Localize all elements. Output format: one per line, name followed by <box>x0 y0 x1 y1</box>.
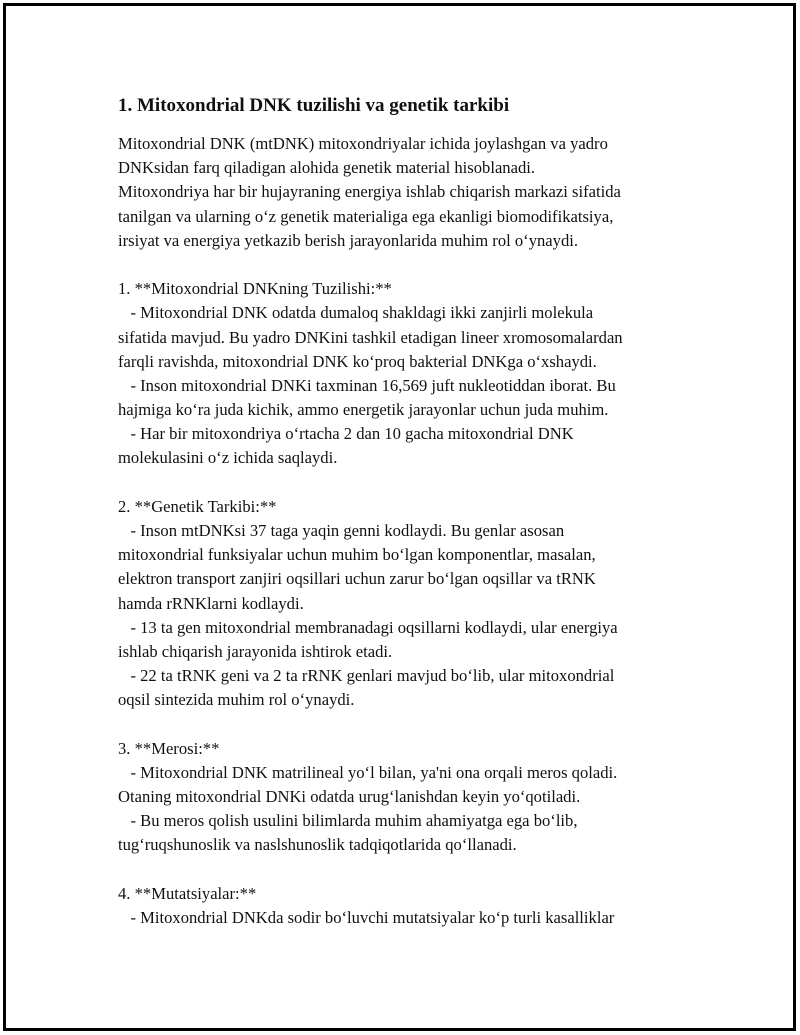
text-line: molekulasini o‘z ichida saqlaydi. <box>118 448 338 468</box>
text-line: - Mitoxondrial DNK matrilineal yo‘l bilan, ya'ni ona orqali meros qoladi. <box>118 762 618 782</box>
blank-line <box>118 253 698 277</box>
blank-line <box>118 858 698 882</box>
text-line: sifatida mavjud. Bu yadro DNKini tashkil etadigan lineer xromosomalardan <box>118 327 623 347</box>
text-line: irsiyat va energiya yetkazib berish jarayonlarida muhim rol o‘ynaydi. <box>118 230 579 250</box>
text-lines <box>118 132 698 930</box>
blank-line <box>118 471 698 495</box>
text-line: - Inson mitoxondrial DNKi taxminan 16,569 juft nukleotiddan iborat. Bu <box>118 375 616 395</box>
text-line: - Har bir mitoxondriya o‘rtacha 2 dan 10 gacha mitoxondrial DNK <box>118 424 574 444</box>
text-line: tug‘ruqshunoslik va naslshunoslik tadqiqotlarida qo‘llanadi. <box>118 835 517 855</box>
text-line: 4. **Mutatsiyalar:** <box>118 883 257 903</box>
text-line: ishlab chiqarish jarayonida ishtirok etadi. <box>118 641 393 661</box>
text-line: - Mitoxondrial DNK odatda dumaloq shakldagi ikki zanjirli molekula <box>118 303 594 323</box>
document-body <box>118 92 698 930</box>
section-heading: 1. Mitoxondrial DNK tuzilishi va genetik tarkibi <box>118 95 510 116</box>
text-line: 1. **Mitoxondrial DNKning Tuzilishi:** <box>118 279 392 299</box>
text-line: 2. **Genetik Tarkibi:** <box>118 496 277 516</box>
blank-line <box>118 713 698 737</box>
text-line: elektron transport zanjiri oqsillari uchun zarur bo‘lgan oqsillar va tRNK <box>118 569 596 589</box>
text-line: DNKsidan farq qiladigan alohida genetik material hisoblanadi. <box>118 158 536 178</box>
text-line: Otaning mitoxondrial DNKi odatda urug‘lanishdan keyin yo‘qotiladi. <box>118 787 581 807</box>
text-line: tanilgan va ularning o‘z genetik materialiga ega ekanligi biomodifikatsiya, <box>118 206 614 226</box>
text-line: Mitoxondrial DNK (mtDNK) mitoxondriyalar ichida joylashgan va yadro <box>118 134 608 153</box>
text-line: oqsil sintezida muhim rol o‘ynaydi. <box>118 690 355 710</box>
text-line: mitoxondrial funksiyalar uchun muhim bo‘lgan komponentlar, masalan, <box>118 545 596 565</box>
text-line: - Mitoxondrial DNKda sodir bo‘luvchi mutatsiyalar ko‘p turli kasalliklar <box>118 908 615 927</box>
text-line: - Bu meros qolish usulini bilimlarda muhim ahamiyatga ega bo‘lib, <box>118 811 578 831</box>
text-line: 3. **Merosi:** <box>118 738 220 758</box>
text-line: - 13 ta gen mitoxondrial membranadagi oqsillarni kodlaydi, ular energiya <box>118 617 618 637</box>
text-line: hamda rRNKlarni kodlaydi. <box>118 593 304 613</box>
text-line: farqli ravishda, mitoxondrial DNK ko‘proq bakterial DNKga o‘xshaydi. <box>118 351 597 371</box>
text-line: Mitoxondriya har bir hujayraning energiya ishlab chiqarish markazi sifatida <box>118 182 621 202</box>
text-line: hajmiga ko‘ra juda kichik, ammo energetik jarayonlar uchun juda muhim. <box>118 400 609 420</box>
text-line: - Inson mtDNKsi 37 taga yaqin genni kodlaydi. Bu genlar asosan <box>118 521 565 540</box>
text-line: - 22 ta tRNK geni va 2 ta rRNK genlari mavjud bo‘lib, ular mitoxondrial <box>118 666 615 686</box>
